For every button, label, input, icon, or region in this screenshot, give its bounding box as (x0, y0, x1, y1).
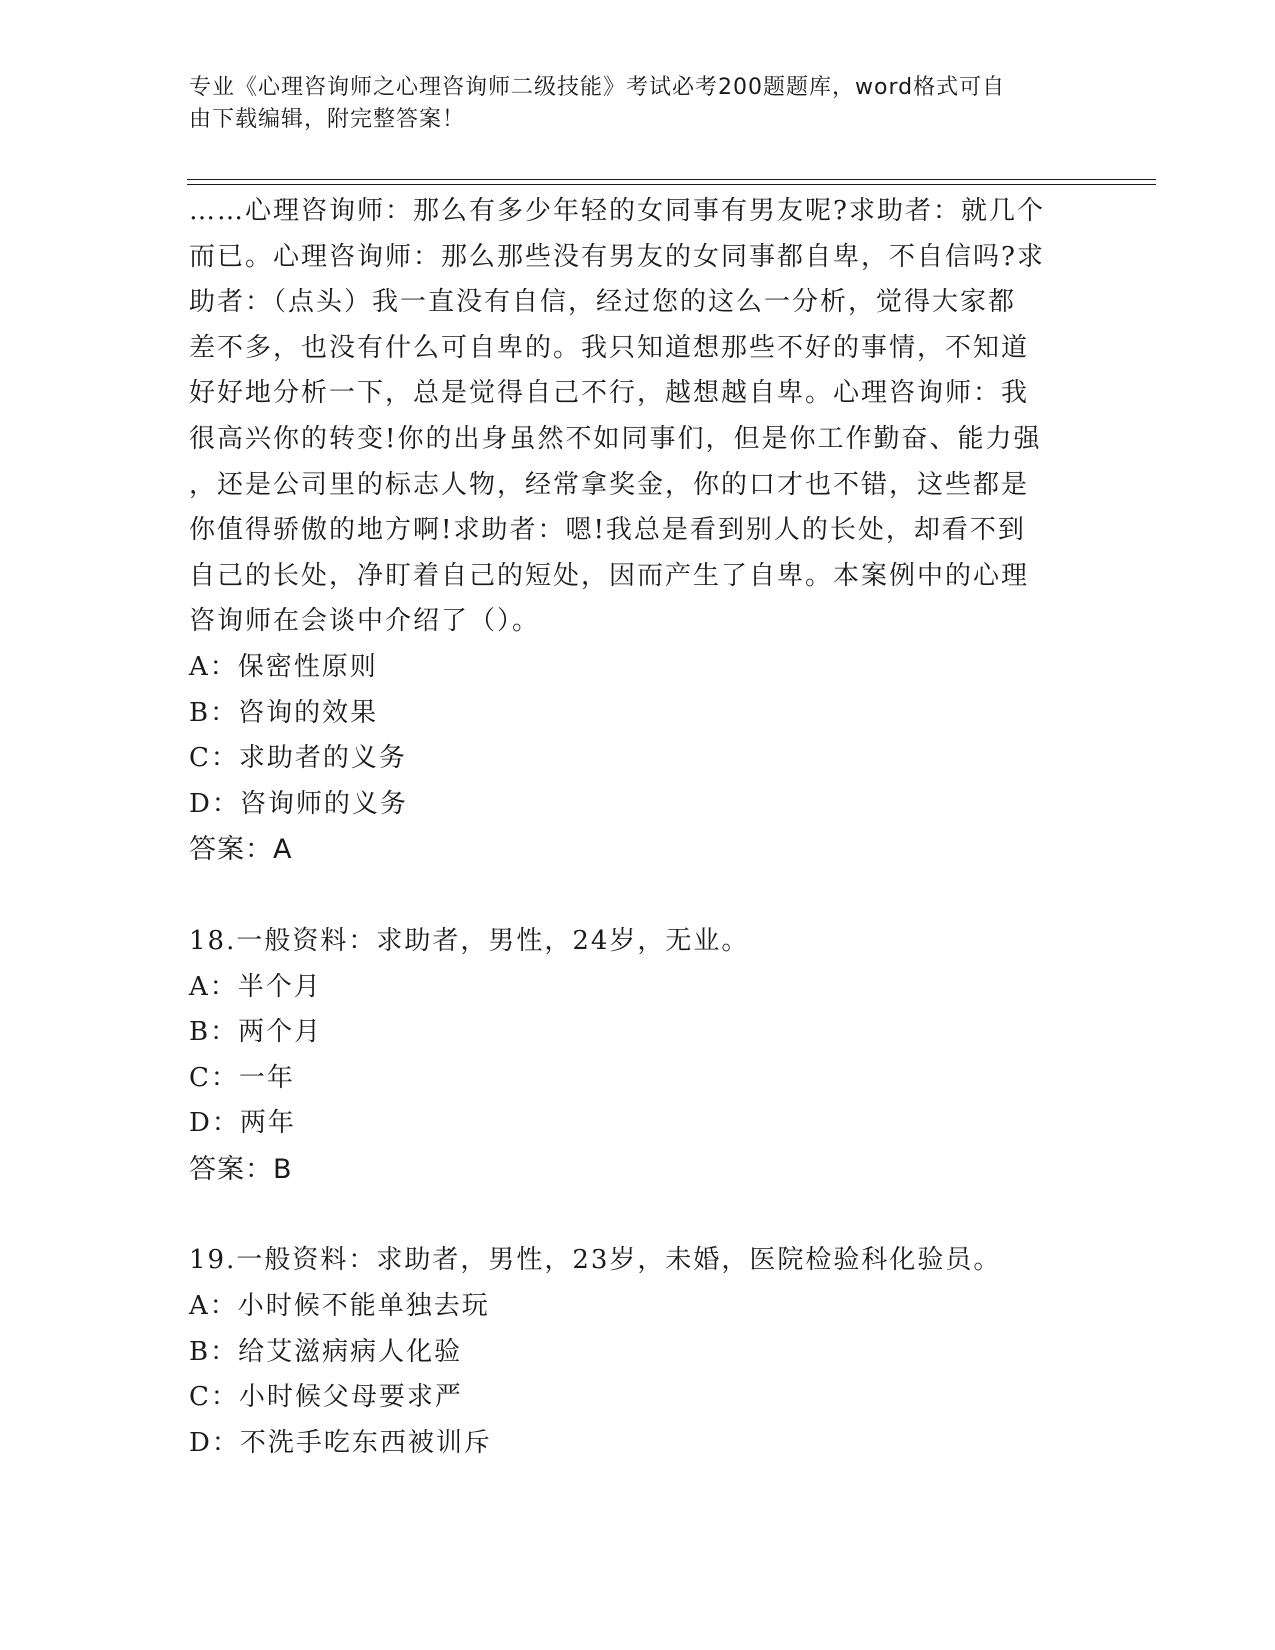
question-18 (189, 919, 1089, 1193)
answer-label: 答案：A (189, 834, 293, 866)
question-stem: 18.一般资料：求助者，男性，24岁，无业。 (189, 925, 750, 956)
option-d: D：不洗手吃东西被训斥 (189, 1427, 492, 1458)
option-c: C：一年 (189, 1062, 295, 1093)
option-a: A：小时候不能单独去玩 (189, 1291, 490, 1322)
question-text-line: 很高兴你的转变!你的出身虽然不如同事们，但是你工作勤奋、能力强 (189, 423, 1042, 454)
question-text-line: 你值得骄傲的地方啊!求助者：嗯!我总是看到别人的长处，却看不到 (189, 515, 1026, 546)
question-text-line: ，还是公司里的标志人物，经常拿奖金，你的口才也不错，这些都是 (189, 469, 1030, 500)
header-line-1: 专业《心理咨询师之心理咨询师二级技能》考试必考200题题库，word格式可自 (189, 75, 1006, 100)
option-d: D：两年 (189, 1108, 296, 1139)
option-b: B：两个月 (189, 1017, 323, 1048)
question-text-line: 咨询师在会谈中介绍了（）。 (189, 606, 541, 637)
question-17 (189, 189, 1089, 873)
option-c: C：求助者的义务 (189, 743, 407, 774)
question-text-line: 而已。心理咨询师：那么那些没有男友的女同事都自卑，不自信吗?求 (189, 241, 1045, 272)
header-divider-bottom (187, 184, 1156, 185)
question-19 (189, 1238, 1089, 1466)
document-body (189, 189, 1089, 1466)
answer-label: 答案：B (189, 1153, 293, 1185)
question-text-line: 助者：（点头）我一直没有自信，经过您的这么一分析，觉得大家都 (189, 287, 1017, 318)
option-b: B：咨询的效果 (189, 697, 379, 728)
question-text-line: 自己的长处，净盯着自己的短处，因而产生了自卑。本案例中的心理 (189, 560, 1030, 591)
spacer (189, 1192, 1089, 1238)
question-text-line: 差不多，也没有什么可自卑的。我只知道想那些不好的事情，不知道 (189, 332, 1030, 363)
option-c: C：小时候父母要求严 (189, 1382, 463, 1413)
option-d: D：咨询师的义务 (189, 788, 408, 819)
header-line-2: 由下载编辑，附完整答案！ (189, 107, 466, 132)
header-divider-top (187, 179, 1156, 180)
question-text-line: 好好地分析一下，总是觉得自己不行，越想越自卑。心理咨询师：我 (189, 378, 1030, 409)
document-header (189, 72, 1089, 136)
spacer (189, 873, 1089, 919)
option-a: A：保密性原则 (189, 651, 378, 682)
question-stem: 19.一般资料：求助者，男性，23岁，未婚，医院检验科化验员。 (189, 1245, 1002, 1276)
option-a: A：半个月 (189, 971, 322, 1002)
question-text-line: ……心理咨询师：那么有多少年轻的女同事有男友呢?求助者：就几个 (189, 196, 1045, 226)
option-b: B：给艾滋病病人化验 (189, 1336, 463, 1367)
